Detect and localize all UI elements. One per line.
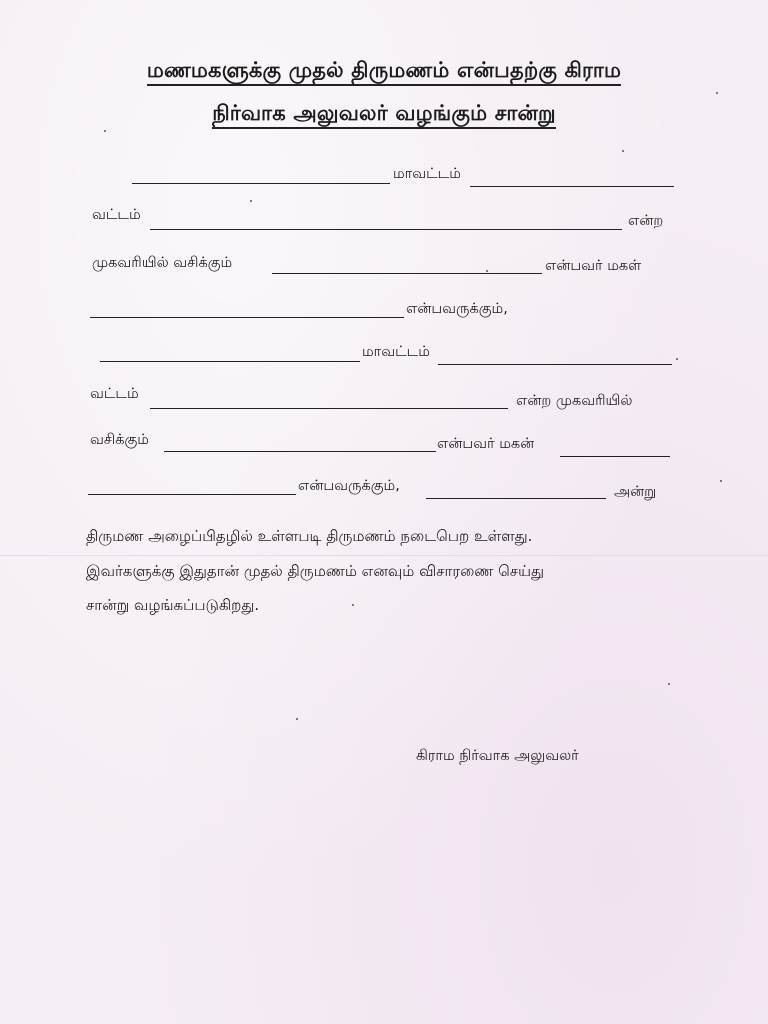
title-text-2: நிர்வாக அலுவலர் வழங்கும் சான்று [212, 101, 556, 129]
groom-district-blank[interactable] [438, 364, 672, 365]
bride-full-name-blank[interactable] [90, 317, 404, 318]
bride-suffix: என்பவருக்கும், [406, 301, 508, 317]
daughter-of-label: என்பவர் மகள் [545, 258, 642, 274]
bride-father-blank[interactable] [272, 273, 542, 274]
district-label-2: மாவட்டம் [362, 344, 430, 360]
certificate-title-line-1 [0, 58, 768, 85]
address-suffix-2: என்ற முகவரியில் [516, 393, 633, 409]
paper-fold-line [0, 555, 768, 556]
bride-district-blank[interactable] [470, 186, 674, 187]
scan-speck [668, 683, 670, 685]
scan-speck [676, 358, 678, 360]
groom-extra-blank[interactable] [560, 456, 670, 457]
groom-father-blank[interactable] [164, 451, 436, 452]
taluk-label-2: வட்டம் [90, 386, 139, 402]
scan-speck [720, 480, 722, 482]
certificate-title-line-2 [0, 101, 768, 128]
groom-taluk-blank[interactable] [150, 408, 508, 409]
signature-designation: கிராம நிர்வாக அலுவலர் [416, 748, 579, 764]
scan-speck [352, 604, 354, 606]
district-label-1: மாவட்டம் [393, 166, 461, 182]
scan-speck [296, 718, 298, 720]
bride-taluk-blank[interactable] [150, 229, 622, 230]
taluk-label-1: வட்டம் [92, 207, 141, 223]
scan-speck [486, 270, 488, 272]
address-suffix-1: என்ற [628, 213, 664, 229]
groom-full-name-blank[interactable] [88, 494, 296, 495]
body-line-3: சான்று வழங்கப்படுகிறது. [86, 596, 260, 614]
title-text-1: மணமகளுக்கு முதல் திருமணம் என்பதற்கு கிராம [147, 58, 621, 86]
groom-suffix: என்பவருக்கும், [298, 478, 400, 494]
son-of-label: என்பவர் மகன் [437, 436, 535, 452]
date-suffix: அன்று [614, 484, 657, 500]
scan-speck [104, 130, 106, 132]
groom-name-blank[interactable] [100, 361, 360, 362]
bride-name-blank[interactable] [132, 183, 390, 184]
body-line-1: திருமண அழைப்பிதழில் உள்ளபடி திருமணம் நடைபெற உள்ளது. [86, 527, 533, 545]
scan-speck [250, 200, 252, 202]
body-line-2: இவர்களுக்கு இதுதான் முதல் திருமணம் எனவும் விசாரணை செய்து [86, 562, 544, 580]
residing-label-1: முகவரியில் வசிக்கும் [92, 255, 233, 271]
residing-label-2: வசிக்கும் [90, 432, 149, 448]
marriage-date-blank[interactable] [426, 498, 606, 499]
scan-speck [622, 150, 624, 152]
scan-speck [716, 92, 718, 94]
